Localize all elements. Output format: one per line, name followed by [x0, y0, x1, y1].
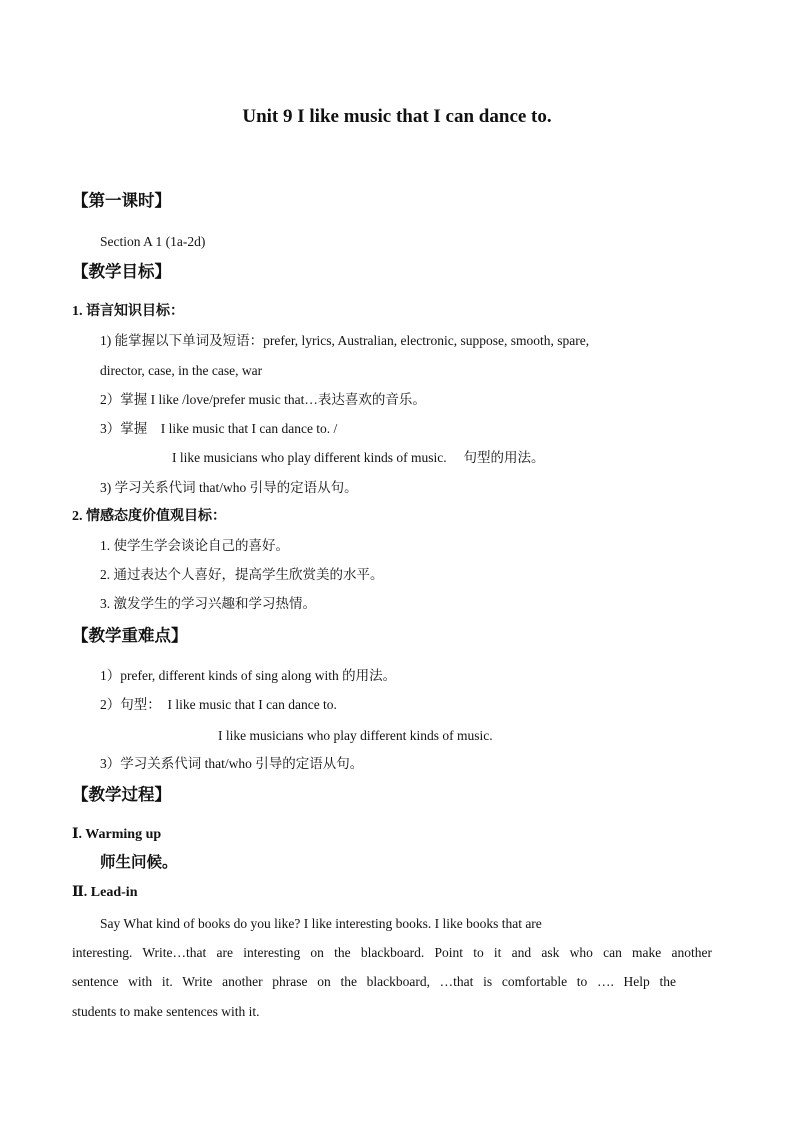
leadin-line-3: sentence with it. Write another phrase on the blackboard, …that is comfortable to …. Help the: [72, 974, 676, 989]
warming-text: 师生问候。: [100, 854, 178, 871]
emotion-item-3: 3. 激发学生的学习兴趣和学习热情。: [100, 596, 316, 611]
knowledge-heading: 1. 语言知识目标：: [72, 304, 184, 319]
leadin-heading: Ⅱ. Lead-in: [72, 885, 138, 900]
emotion-heading: 2. 情感态度价值观目标：: [72, 509, 226, 524]
difficulty-item-1: 1）prefer, different kinds of sing along with 的用法。: [100, 668, 397, 683]
emotion-item-2: 2. 通过表达个人喜好，提高学生欣赏美的水平。: [100, 567, 384, 582]
emotion-item-1: 1. 使学生学会谈论自己的喜好。: [100, 538, 289, 553]
knowledge-item-1-line-2: director, case, in the case, war: [100, 363, 263, 378]
page-title: Unit 9 I like music that I can dance to.: [242, 106, 552, 127]
difficulty-item-3: 3）学习关系代词 that/who 引导的定语从句。: [100, 756, 364, 771]
difficulty-header: 【教学重难点】: [72, 626, 188, 645]
leadin-line-2: interesting. Write…that are interesting on the blackboard. Point to it and ask who can make another: [72, 945, 712, 960]
difficulty-item-2-line-1: 2）句型： I like music that I can dance to.: [100, 697, 337, 712]
section-label: Section A 1 (1a-2d): [100, 234, 206, 249]
leadin-line-4: students to make sentences with it.: [72, 1004, 260, 1019]
leadin-line-1: Say What kind of books do you like? I like interesting books. I like books that are: [100, 916, 542, 931]
knowledge-item-3-line-2: I like musicians who play different kinds of music. 句型的用法。: [172, 450, 545, 465]
knowledge-item-2: 2）掌握 I like /love/prefer music that…表达喜欢的音乐。: [100, 392, 426, 407]
process-header: 【教学过程】: [72, 785, 171, 804]
goals-header: 【教学目标】: [72, 262, 171, 281]
warming-heading: Ⅰ. Warming up: [72, 827, 162, 842]
difficulty-item-2-line-2: I like musicians who play different kinds of music.: [218, 728, 493, 743]
knowledge-item-3-line-1: 3）掌握 I like music that I can dance to. /: [100, 421, 338, 436]
lesson-header: 【第一课时】: [72, 191, 171, 210]
knowledge-item-4: 3) 学习关系代词 that/who 引导的定语从句。: [100, 480, 358, 495]
knowledge-item-1-line-1: 1) 能掌握以下单词及短语：prefer, lyrics, Australian, electronic, suppose, smooth, spare,: [100, 333, 590, 348]
